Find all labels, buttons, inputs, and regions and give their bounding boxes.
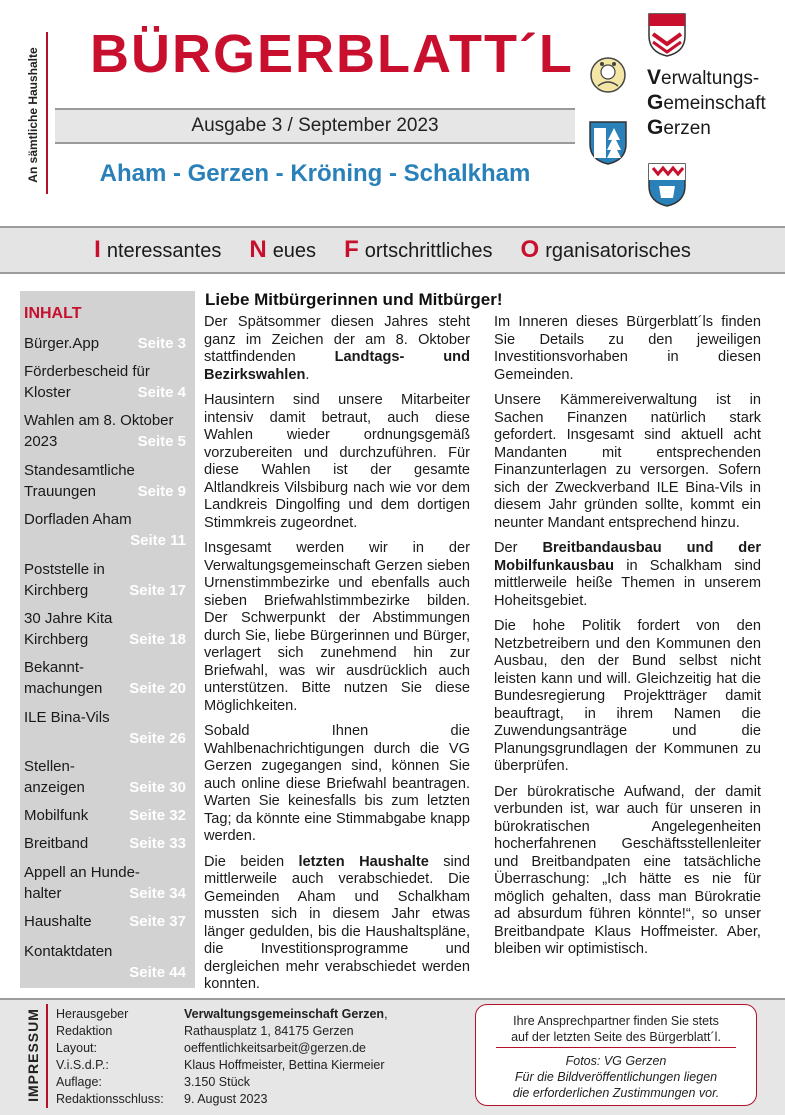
paragraph: Hausintern sind unsere Mitarbeiter intensiv damit betraut, auch diese Wahlen wieder ordnungsgemäß vorzubereiten und durchzuführen. Für diese Wahlen ist der gesamte Altlandkreis Vilsbiburg nach wie vor dem Landkreis Dingolfing und dem dortigen Stimmkreis zugeordnet. <box>204 392 470 531</box>
banner-word: I nteressantes <box>94 236 222 263</box>
page-title: BÜRGERBLATT´L <box>90 24 574 84</box>
toc-item[interactable]: Bürger.App Seite 3 <box>24 335 186 352</box>
paragraph: Insgesamt werden wir in der Verwaltungsgemeinschaft Gerzen sieben Urnenstimmbezirke und ebenfalls auch sieben Briefwahlstimmbezirke bilden. Der Schwerpunkt der Abstimmungen durch Sie, liebe Bürgerinnen und Bürger, verlagert sich zunehmend hin zur Briefwahl, was wir ausdrücklich auch unterstützen. Bitte nutzen Sie diese Möglichkeiten. <box>204 540 470 714</box>
banner-word: O rganisatorisches <box>520 236 691 263</box>
banner-word: F ortschrittliches <box>344 236 493 263</box>
toc-item[interactable]: Förderbescheid für Kloster Seite 4 <box>24 363 186 401</box>
towns-line: Aham - Gerzen - Kröning - Schalkham <box>99 160 531 187</box>
toc-item[interactable]: Breitband Seite 33 <box>24 835 186 852</box>
impressum-key: Layout: <box>56 1041 98 1055</box>
article-column-left <box>204 314 470 1002</box>
banner-word: N eues <box>249 236 317 263</box>
toc-item[interactable]: Haushalte Seite 37 <box>24 913 186 930</box>
article-title: Liebe Mitbürgerinnen und Mitbürger! <box>205 290 503 309</box>
vg-name: Verwaltungs- Gemeinschaft Gerzen <box>647 66 766 139</box>
impressum-value: Klaus Hoffmeister, Bettina Kiermeier <box>184 1058 385 1072</box>
paragraph: Unsere Kämmereiverwaltung ist in Sachen Finanzen natürlich stark gefordert. Insgesamt sind aktuell acht Mandanten mit entsprechenden Finanzunterlagen zu versorgen. Sofern sich der Zweckverband ILE Bina-Vils in diesem Jahr gründen sollte, kommt ein neunter Mandant entsprechend hinzu. <box>494 392 761 531</box>
impressum-key: V.i.S.d.P.: <box>56 1058 109 1072</box>
paragraph: Die beiden letzten Haushalte sind mittlerweile auch verabschiedet. Die Gemeinden Aham und Schalkham mussten sich in diesem Jahr etwas länger gedulden, bis die Haushaltspläne, die Investitionsprogramme und dergleichen mehr verabschiedet werden konnten. <box>204 853 470 992</box>
impressum-value: Verwaltungsgemeinschaft Gerzen, <box>184 1007 388 1021</box>
impressum-value: 3.150 Stück <box>184 1075 251 1089</box>
contact-note-box: Ihre Ansprechpartner finden Sie stets auf der letzten Seite des Bürgerblatt´l. Fotos: VG Gerzen Für die Bildveröffentlichungen liegen die erforderlichen Zustimmungen vor. <box>475 1004 757 1106</box>
distribution-note: An sämtliche Haushalte <box>26 47 40 183</box>
info-banner <box>0 226 785 274</box>
table-of-contents <box>20 291 195 988</box>
header-divider <box>46 32 48 194</box>
toc-item[interactable]: Appell an Hunde- halter Seite 34 <box>24 864 186 902</box>
impressum-email-link[interactable]: oeffentlichkeitsarbeit@gerzen.de <box>184 1041 367 1055</box>
crest-gerzen-icon <box>588 52 628 98</box>
box-divider <box>496 1047 736 1048</box>
toc-item[interactable]: Poststelle in Kirchberg Seite 17 <box>24 561 186 599</box>
impressum-value: Rathausplatz 1, 84175 Gerzen <box>184 1024 354 1038</box>
impressum-divider <box>46 1004 48 1108</box>
crest-schalkham-icon <box>647 162 687 208</box>
toc-item[interactable]: Standesamtliche Trauungen Seite 9 <box>24 462 186 500</box>
paragraph: Der bürokratische Aufwand, der damit verbunden ist, war auch für unseren in bürokratischen Angelegenheiten hocherfahrenen Geschäftsstellenleiter und Breitbandpaten eine tatsächliche Überraschung: „Ich hätte es nie für möglich gehalten, dass man Bürokratie ad absurdum führen könnte!“, so unser Breitbandpate Klaus Hoffmeister. Aber, bleiben wir optimistisch. <box>494 783 761 957</box>
toc-item[interactable]: Dorfladen Aham Seite 11 <box>24 511 186 549</box>
paragraph: Der Spätsommer diesen Jahres steht ganz im Zeichen der am 8. Oktober stattfindenden Landtags- und Bezirkswahlen. <box>204 314 470 383</box>
toc-item[interactable]: Mobilfunk Seite 32 <box>24 807 186 824</box>
crest-aham-icon <box>647 12 687 58</box>
paragraph: Sobald Ihnen die Wahlbenachrichtigungen durch die VG Gerzen zugegangen sind, können Sie auch online diese Briefwahl beantragen. Warten Sie keinesfalls bis zum letzten Tag; da könnte eine Stimmabgabe knapp werden. <box>204 723 470 844</box>
toc-item[interactable]: Bekannt- machungen Seite 20 <box>24 659 186 697</box>
impressum-key: Herausgeber <box>56 1007 129 1021</box>
toc-item[interactable]: Kontaktdaten Seite 44 <box>24 943 186 981</box>
impressum-key: Redaktionsschluss: <box>56 1092 164 1106</box>
paragraph: Im Inneren dieses Bürgerblatt´ls finden Sie Details zu den jeweiligen Investitionsvorhaben in diesen Gemeinden. <box>494 314 761 383</box>
toc-item[interactable]: Wahlen am 8. Oktober 2023 Seite 5 <box>24 412 186 450</box>
toc-item[interactable]: Stellen- anzeigen Seite 30 <box>24 758 186 796</box>
impressum-value: 9. August 2023 <box>184 1092 268 1106</box>
paragraph: Die hohe Politik fordert von den Netzbetreibern und den Kommunen den Ausbau, den der Bund selbst nicht leisten kann und will. Gleichzeitig hat die Bundesregierung Projektträger damit beauftragt, in ihrem Namen die Zuwendungsanträge und die Planungsgrundlagen der Kommunen zu überprüfen. <box>494 618 761 774</box>
crest-kroening-icon <box>588 120 628 166</box>
issue-bar: Ausgabe 3 / September 2023 <box>55 108 575 144</box>
impressum-key: Redaktion <box>56 1024 113 1038</box>
impressum-key: Auflage: <box>56 1075 102 1089</box>
article-column-right <box>494 314 761 967</box>
toc-item[interactable]: ILE Bina-Vils Seite 26 <box>24 709 186 747</box>
toc-heading: INHALT <box>24 305 82 322</box>
toc-item[interactable]: 30 Jahre Kita Kirchberg Seite 18 <box>24 610 186 648</box>
paragraph: Der Breitbandausbau und der Mobilfunkausbau in Schalkham sind mittlerweile heiße Themen in unserem Hoheitsgebiet. <box>494 540 762 609</box>
impressum-label: IMPRESSUM <box>25 1008 41 1102</box>
